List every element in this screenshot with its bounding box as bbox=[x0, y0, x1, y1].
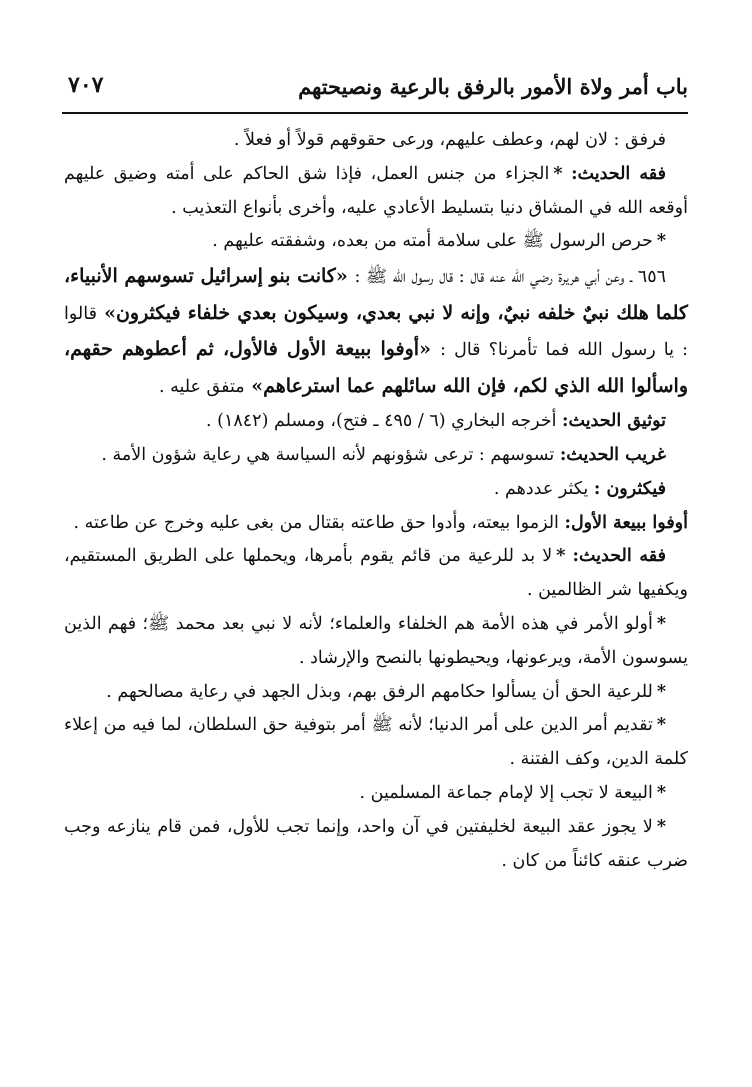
bullet-star: * bbox=[656, 715, 666, 736]
paragraph-fiqh-2 bbox=[64, 540, 688, 608]
awfu-label: أوفوا ببيعة الأول: bbox=[564, 512, 688, 533]
point-text: لا يجوز عقد البيعة لخليفتين في آن واحد، وإنما تجب للأول، فمن قام ينازعه وجب ضرب عنقه كائناً من كان . bbox=[64, 816, 688, 871]
bullet-star: * bbox=[656, 613, 666, 634]
gharib-label: غريب الحديث: bbox=[559, 444, 666, 465]
bullet-star: * bbox=[553, 163, 563, 184]
page-body bbox=[64, 124, 688, 878]
fiqh-text: الجزاء من جنس العمل، فإذا شق الحاكم على أمته وضيق عليهم أوقعه الله في المشاق دنيا بتسليط الأعادي عليه، وأخرى بأنواع التعذيب . bbox=[64, 163, 688, 218]
paragraph-point-1 bbox=[64, 225, 688, 259]
fiqh-label: فقه الحديث: bbox=[571, 163, 666, 184]
rifq-definition: فرفق : لان لهم، وعطف عليهم، ورعى حقوقهم قولاً أو فعلاً . bbox=[233, 130, 666, 150]
paragraph-point-4 bbox=[64, 709, 688, 777]
point-text: البيعة لا تجب إلا لإمام جماعة المسلمين . bbox=[359, 782, 653, 803]
paragraph-tawthiq bbox=[64, 405, 688, 439]
paragraph-point-3 bbox=[64, 676, 688, 710]
paragraph-point-2 bbox=[64, 608, 688, 676]
hadith-answer: «أوفوا ببيعة الأول فالأول، ثم أعطوهم حقهم، واسألوا الله الذي لكم، فإن الله سائلهم عما استرعاهم» bbox=[64, 338, 688, 397]
paragraph-gharib bbox=[64, 439, 688, 473]
paragraph-point-6 bbox=[64, 811, 688, 879]
page-header bbox=[62, 68, 688, 114]
gharib-text: تسوسهم : ترعى شؤونهم لأنه السياسة هي رعاية شؤون الأمة . bbox=[101, 444, 555, 465]
paragraph-fiqh-1 bbox=[64, 158, 688, 226]
hadith-text: «كانت بنو إسرائيل تسوسهم الأنبياء، كلما هلك نبيٌ خلفه نبيٌ، وإنه لا نبي بعدي، وسيكون بعدي خلفاء فيكثرون» bbox=[64, 265, 688, 324]
hadith-source: متفق عليه . bbox=[158, 376, 245, 397]
bullet-star: * bbox=[656, 816, 666, 837]
bullet-star: * bbox=[556, 546, 566, 567]
paragraph-rifq bbox=[64, 124, 688, 158]
point-text: حرص الرسول ﷺ على سلامة أمته من بعده، وشفقته عليهم . bbox=[212, 231, 653, 252]
yakthurun-label: فيكثرون : bbox=[593, 478, 666, 499]
hadith-paragraph bbox=[64, 259, 688, 405]
point-text: أولو الأمر في هذه الأمة هم الخلفاء والعلماء؛ لأنه لا نبي بعد محمد ﷺ؛ فهم الذين يسوسون الأمة، ويرعونها، ويحيطونها بالنصح والإرشاد . bbox=[64, 613, 688, 668]
fiqh-label: فقه الحديث: bbox=[572, 546, 666, 567]
hadith-intro: ٦٥٦ ـ وعن أبي هريرة رضي الله عنه قال : قال رسول الله ﷺ : bbox=[354, 267, 666, 288]
bullet-star: * bbox=[656, 231, 666, 252]
point-text: للرعية الحق أن يسألوا حكامهم الرفق بهم، وبذل الجهد في رعاية مصالحهم . bbox=[106, 681, 653, 702]
bullet-star: * bbox=[656, 681, 666, 702]
paragraph-point-5 bbox=[64, 777, 688, 811]
paragraph-yakthurun bbox=[64, 473, 688, 507]
tawthiq-label: توثيق الحديث: bbox=[562, 411, 666, 432]
awfu-text: الزموا بيعته، وأدوا حق طاعته بقتال من بغى عليه وخرج عن طاعته . bbox=[73, 512, 559, 533]
tawthiq-text: أخرجه البخاري (٦ / ٤٩٥ ـ فتح)، ومسلم (١٨٤٢) . bbox=[206, 411, 557, 432]
hadith-question: قالوا : يا رسول الله فما تأمرنا؟ قال : bbox=[64, 303, 688, 361]
bullet-star: * bbox=[656, 782, 666, 803]
point-text: تقديم أمر الدين على أمر الدنيا؛ لأنه ﷺ أمر بتوفية حق السلطان، لما فيه من إعلاء كلمة الدين، وكف الفتنة . bbox=[64, 715, 688, 770]
yakthurun-text: يكثر عددهم . bbox=[493, 478, 589, 499]
page-number: ٧٠٧ bbox=[68, 72, 104, 98]
paragraph-awfu bbox=[64, 507, 688, 541]
fiqh-text: لا بد للرعية من قائم يقوم بأمرها، ويحملها على الطريق المستقيم، ويكفيها شر الظالمين . bbox=[64, 546, 688, 601]
chapter-title: باب أمر ولاة الأمور بالرفق بالرعية ونصيحتهم bbox=[298, 74, 688, 99]
